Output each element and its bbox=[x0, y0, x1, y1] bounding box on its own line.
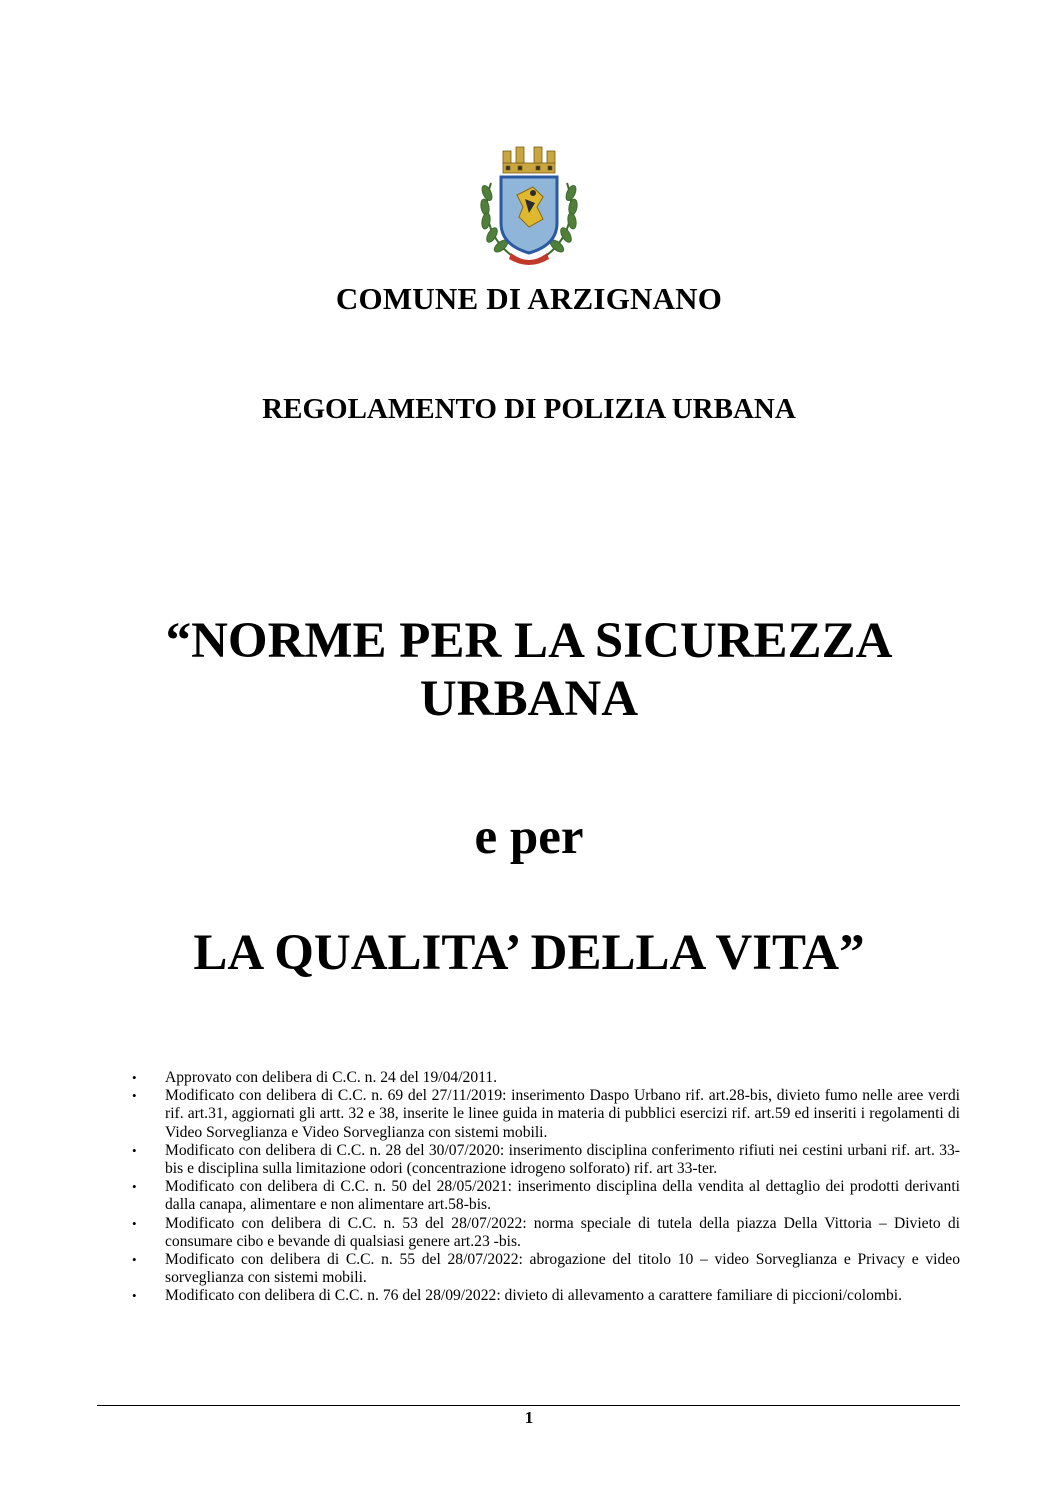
list-item-text: Modificato con delibera di C.C. n. 55 del 28/07/2022: abrogazione del titolo 10 – video Sorveglianza e Privacy e video sorveglianza con sistemi mobili. bbox=[165, 1251, 960, 1287]
list-item bbox=[130, 1287, 960, 1305]
list-item bbox=[130, 1069, 960, 1087]
bullet-icon: • bbox=[132, 1088, 137, 1104]
footer-divider bbox=[97, 1405, 960, 1406]
list-item-text: Modificato con delibera di C.C. n. 50 del 28/05/2021: inserimento disciplina della vendita al dettaglio dei prodotti derivanti dalla canapa, alimentare e non alimentare art.58-bis. bbox=[165, 1178, 960, 1214]
crown bbox=[503, 147, 555, 173]
list-item bbox=[130, 1178, 960, 1214]
list-item-text: Modificato con delibera di C.C. n. 76 del 28/09/2022: divieto di allevamento a carattere familiare di piccioni/colombi. bbox=[165, 1287, 903, 1305]
page-number: 1 bbox=[524, 1408, 534, 1427]
coat-of-arms-icon bbox=[477, 143, 581, 267]
bullet-icon: • bbox=[132, 1070, 137, 1085]
main-title-line-2: URBANA bbox=[419, 671, 639, 727]
bullet-icon: • bbox=[132, 1142, 137, 1158]
list-item-text: Modificato con delibera di C.C. n. 69 del 27/11/2019: inserimento Daspo Urbano rif. art.28-bis, divieto fumo nelle aree verdi rif. art.31, aggiornati gli artt. 32 e 38, inserite le linee guida in materia di pubblici esercizi rif. art.59 ed inseriti i regolamenti di Video Sorveglianza e Video Sorveglianza con sistemi mobili. bbox=[165, 1087, 960, 1141]
bullet-icon: • bbox=[132, 1179, 137, 1195]
amendments-list bbox=[130, 1069, 960, 1306]
main-title-line-3: e per bbox=[474, 809, 584, 865]
bullet-icon: • bbox=[132, 1252, 137, 1268]
municipality-name: COMUNE DI ARZIGNANO bbox=[335, 281, 723, 316]
bullet-icon: • bbox=[132, 1215, 137, 1231]
list-item bbox=[130, 1087, 960, 1142]
list-item-text: Modificato con delibera di C.C. n. 53 del 28/07/2022: norma speciale di tutela della piazza Della Vittoria – Divieto di consumare cibo e bevande di qualsiasi genere art.23 -bis. bbox=[165, 1214, 960, 1250]
main-title-line-1: “NORME PER LA SICUREZZA bbox=[165, 613, 893, 669]
list-item bbox=[130, 1215, 960, 1251]
main-title-line-4: LA QUALITA’ DELLA VITA” bbox=[193, 925, 865, 981]
list-item-text: Approvato con delibera di C.C. n. 24 del 19/04/2011. bbox=[165, 1069, 498, 1086]
regulation-name: REGOLAMENTO DI POLIZIA URBANA bbox=[262, 393, 796, 425]
list-item bbox=[130, 1251, 960, 1287]
list-item bbox=[130, 1142, 960, 1178]
list-item-text: Modificato con delibera di C.C. n. 28 del 30/07/2020: inserimento disciplina conferimento rifiuti nei cestini urbani rif. art. 33-bis e disciplina sulla limitazione odori (concentrazione idrogeno solforato) rif. art 33-ter. bbox=[165, 1141, 960, 1178]
main-title bbox=[0, 612, 1058, 728]
ribbon bbox=[509, 253, 549, 265]
bullet-icon: • bbox=[132, 1288, 137, 1304]
